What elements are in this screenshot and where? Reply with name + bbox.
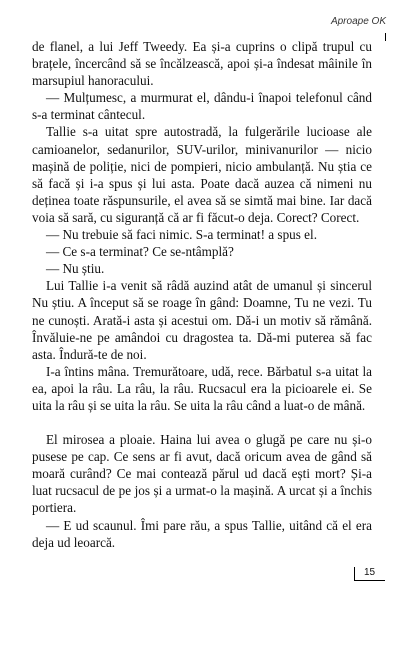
body-text [32,38,372,551]
folio-divider [354,567,355,581]
paragraph: — E ud scaunul. Îmi pare rău, a spus Tallie, uitând că el era deja ud leoarcă. [32,517,372,550]
paragraph: — Nu știu. [46,261,105,277]
paragraph: — Nu trebuie să faci nimic. S-a terminat! a spus el. [46,227,317,243]
page-number: 15 [364,567,376,578]
folio-rule [355,580,385,581]
paragraph: Tallie s-a uitat spre autostradă, la fulgerările lucioase ale camioanelor, sedanurilor, SUV-urilor, minivanurilor — nicio mașină de poliție, nici de pompieri, nicio ambulanță. Nu știa ce să facă și i-a spus și lui asta. Poate dacă auzea că nimeni nu deținea toate răspunsurile, el avea să se simtă mai bine. Iar dacă voia să sară, cu siguranță că ar fi făcut-o deja. Corect? Corect. [32,124,372,225]
paragraph: Lui Tallie i-a venit să râdă auzind atât de umanul și sincerul Nu știu. A început să se roage în gând: Doamne, Tu ne vezi. Tu ne cunoști. Arată-i asta și acestui om. Dă-i un motiv să rămână. Învăluie-ne pe amândoi cu dragostea ta. Dă-mi puterea să fac asta. Îndură-te de noi. [32,278,372,362]
paragraph: I-a întins mâna. Tremurătoare, udă, rece. Bărbatul s-a uitat la ea, apoi la râu. La râu, la râu. Rucsacul era la picioarele ei. Se uita la râu și se uita la râu. Se uita la râu când a luat-o de mână. [32,363,372,413]
paragraph: de flanel, a lui Jeff Tweedy. Ea și-a cuprins o clipă trupul cu brațele, încercând să se încălzească, apoi și-a îndesat mâinile în marsupiul hanoracului. [32,39,372,89]
paragraph: El mirosea a ploaie. Haina lui avea o glugă pe care nu și-o pusese pe cap. Ce sens ar fi avut, dacă oricum avea de gând să moară curând? Ce mai contează părul ud dacă ești mort? Și-a luat rucsacul de pe jos și a urmat-o la mașină. A urcat și a închis portiera. [32,432,372,516]
header-rule [385,33,386,41]
paragraph: — Ce s-a terminat? Ce se-ntâmplă? [46,244,234,260]
paragraph: — Mulțumesc, a murmurat el, dându-i înapoi telefonul când s-a terminat cântecul. [32,90,372,123]
running-header: Aproape OK [330,16,386,27]
